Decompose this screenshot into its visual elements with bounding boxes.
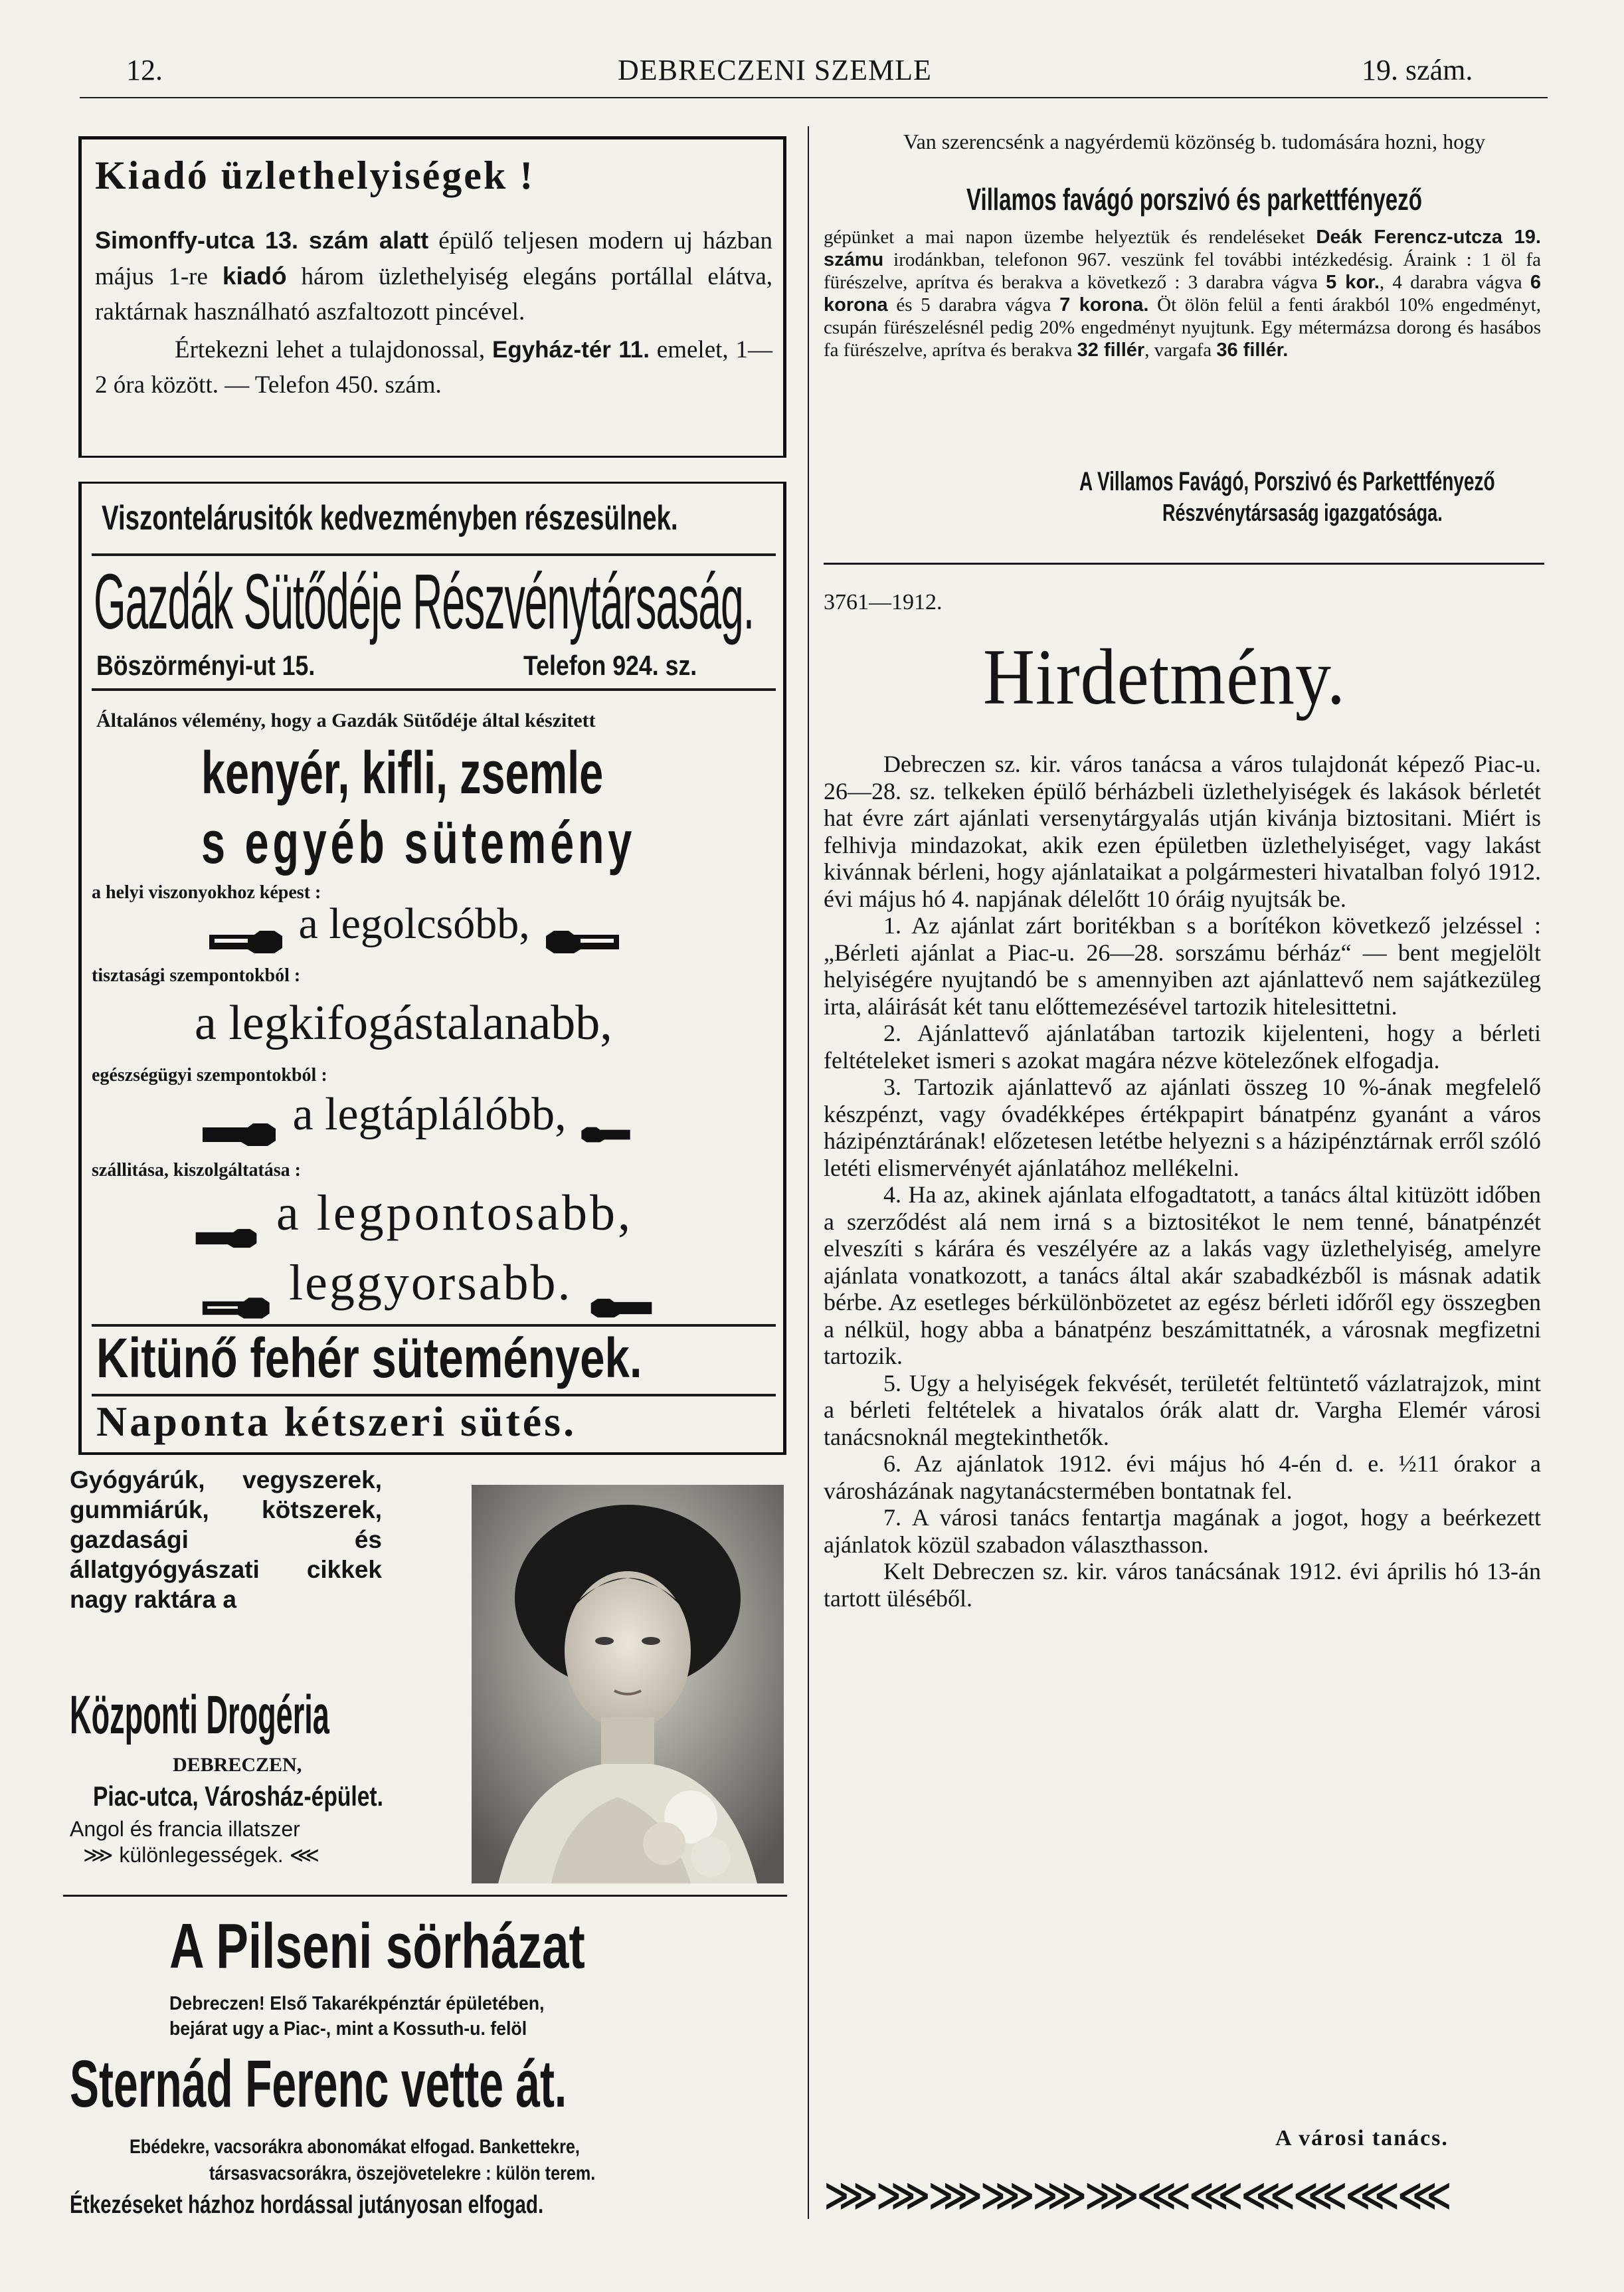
ad-sawmill-text-3: , 4 darabra vágva xyxy=(1379,272,1530,293)
ad-sawmill-price-5: 5 kor. xyxy=(1326,272,1380,293)
ad-pilsen-line-2: bejárat ugy a Piac-, mint a Kossuth-u. felöl xyxy=(169,2018,527,2040)
ad-drugstore-address: Piac-utca, Városház-épület. xyxy=(93,1780,383,1812)
ad-sawmill-signature-2: Részvénytársaság igazgatósága. xyxy=(1162,499,1443,526)
ad-bakery-claim-3-row xyxy=(201,1088,631,1141)
notice-paragraph-5: 5. Ugy a helyiségek fekvését, területét feltüntető vázlatrajzok, mint a bérleti feltételek a hivatalos órák alatt dr. Vargha Elemér városi tanácsnoknál megtekinthetők. xyxy=(824,1369,1541,1450)
ad-bakery-address: Böszörményi-ut 15. xyxy=(96,650,316,681)
page-number: 12. xyxy=(126,54,163,86)
pointing-hand-icon xyxy=(195,1206,261,1231)
ad-pilsen-title: A Pilseni sörházat xyxy=(169,1911,585,1982)
ad-bakery-label-3: egészségügyi szempontokból : xyxy=(92,1065,327,1086)
ad-sawmill-text-1: gépünket a mai napon üzembe helyeztük és rendeléseket xyxy=(824,227,1316,248)
ad-rental-street: Simonffy-utca 13. szám alatt xyxy=(95,227,429,254)
pointing-hand-icon xyxy=(586,1276,653,1301)
ad-rental-address: Egyház-tér 11. xyxy=(492,337,650,363)
page-header xyxy=(80,53,1514,93)
ad-drugstore-city: DEBRECZEN, xyxy=(173,1754,302,1776)
ad-sawmill-text-4: és 5 darabra vágva xyxy=(887,294,1060,316)
ad-sawmill-name: Villamos favágó porszivó és parkettfényező xyxy=(966,182,1422,217)
ad-drugstore-specialties-row xyxy=(83,1842,319,1867)
ad-bakery-claim-2: a legkifogástalanabb, xyxy=(195,996,612,1050)
ad-bakery-product-2: s egyéb sütemény xyxy=(201,810,636,876)
ad-pilsen-line-1: Debreczen! Első Takarékpénztár épületében, xyxy=(169,1993,545,2014)
ad-bakery-claim-3: a legtáplálóbb, xyxy=(292,1089,567,1140)
ad-sawmill-address: Deák Ferencz-utcza 19. számu xyxy=(824,227,1541,270)
ad-drugstore-name: Központi Drogéria xyxy=(70,1685,329,1745)
drugstore-bottom-rule xyxy=(63,1895,787,1897)
ad-pilsen xyxy=(63,1900,787,2219)
ad-drugstore-specialties: Angol és francia illatszer xyxy=(70,1817,300,1841)
journal-title: DEBRECZENI SZEMLE xyxy=(618,54,932,86)
ad-bakery-label-4: szállitása, kiszolgáltatása : xyxy=(92,1160,301,1181)
ad-sawmill-price-7: 7 korona. xyxy=(1059,294,1149,316)
notice-reference: 3761—1912. xyxy=(824,590,943,615)
ad-bakery-rule-1 xyxy=(92,553,776,556)
notice-paragraph-6: 6. Az ajánlatok 1912. évi május hó 4-én d. e. ½11 órakor a városházának nagytanácstermében bontatnak fel. xyxy=(824,1450,1541,1504)
ad-drugstore-deco-left: ⋙ xyxy=(83,1843,114,1867)
ad-drugstore-specialties-2: különlegességek. xyxy=(119,1843,284,1867)
portrait-photo xyxy=(472,1485,784,1883)
ad-drugstore-text: Gyógyárúk, vegyszerek, gummiárúk, kötszerek, gazdasági és állatgyógyászati cikkek nagy raktára a xyxy=(70,1466,382,1613)
notice-paragraph-intro: Debreczen sz. kir. város tanácsa a város tulajdonát képező Piac-u. 26—28. sz. telkeken épülő bérházbeli üzlethelyiségek és lakások bérletét hat évre zárt ajánlati versenytárgyalás utján kivánja biztositani. Miért is felhivja mindazokat, akik ezen épületben üzlethelyiséget, vagy lakást kivánnak bérleni, hogy ajánlataikat a polgármesteri hivatalban folyó 1912. évi május hó 4. napjának délelőtt 10 óráig nyujtsák be. xyxy=(824,751,1541,912)
column-separator xyxy=(808,126,809,2219)
ad-bakery-label-2: tisztasági szempontokból : xyxy=(92,965,301,986)
notice-paragraph-2: 2. Ajánlattevő ajánlatában tartozik kijelenteni, hogy a bérleti feltételeket ismeri s azokat magára nézve kötelezőnek elfogadja. xyxy=(824,1020,1541,1074)
ad-rental-text-4: emelet, 1—2 óra között. — Telefon 450. szám. xyxy=(95,336,772,399)
ad-sawmill-text-2: irodánkban, telefonon 967. veszünk fel további intézkedésig. Áraink : 1 öl fa fürészelve, aprítva és berakva a következő : 3 darabra vágva xyxy=(824,249,1541,293)
ad-bakery-claim-4-row xyxy=(195,1185,633,1242)
ad-bakery-claim-4: a legpontosabb, xyxy=(276,1185,634,1241)
ad-rental-text-1: épülő teljesen modern uj házban május 1-re xyxy=(95,227,772,290)
issue-number: 19. szám. xyxy=(1362,54,1473,86)
ad-rental-kiado: kiadó xyxy=(222,262,287,290)
notice-signature: A városi tanács. xyxy=(1275,2126,1449,2150)
notice-footer-ornament: ⋙⋙⋙⋙⋙⋙⋘⋘⋘⋘⋘⋘ xyxy=(824,2172,1449,2218)
ad-rental-title: Kiadó üzlethelyiségek ! xyxy=(95,153,535,197)
notice-paragraph-8: Kelt Debreczen sz. kir. város tanácsának 1912. évi április hó 13-án tartott üléséből. xyxy=(824,1558,1541,1612)
header-rule xyxy=(80,97,1548,98)
ad-pilsen-line-3: Ebédekre, vacsorákra abonomákat elfogad. Bankettekre, xyxy=(130,2136,580,2158)
ad-bakery-resellers: Viszontelárusitók kedvezményben részesülnek. xyxy=(102,499,678,537)
ad-sawmill-intro: Van szerencsénk a nagyérdemü közönség b. tudomására hozni, hogy xyxy=(903,130,1486,153)
woman-portrait-illustration xyxy=(472,1485,784,1883)
ad-bakery-slogan-1: Kitünő fehér sütemények. xyxy=(96,1327,642,1389)
ad-sawmill-signature-1: A Villamos Favágó, Porszivó és Parkettfényező xyxy=(1079,467,1495,496)
ad-rental-box xyxy=(78,136,786,458)
ad-bakery-phone: Telefon 924. sz. xyxy=(523,650,697,681)
pointing-hand-icon xyxy=(578,1106,631,1131)
ad-bakery-box xyxy=(78,482,786,1455)
ad-sawmill-price-32: 32 fillér xyxy=(1077,339,1145,361)
notice-body xyxy=(824,751,1541,1612)
ad-rental-paragraph-2 xyxy=(95,332,772,403)
ad-bakery-slogan-2: Naponta kétszeri sütés. xyxy=(96,1398,577,1445)
notice-paragraph-3: 3. Tartozik ajánlattevő az ajánlati összeg 10 %-ának megfelelő készpénzt, vagy óvadékképes értékpapirt bánatpénz gyanánt a város házipénztárának! előzetesen letétbe helyezni s a házipénztárnak erről szóló letéti elismervényét ajánlatához mellékelni. xyxy=(824,1074,1541,1181)
ad-bakery-claim-1: a legolcsóbb, xyxy=(298,900,530,948)
ad-bakery-intro: Általános vélemény, hogy a Gazdák Sütődéje által készitett xyxy=(96,710,596,731)
ad-sawmill-price-36: 36 fillér. xyxy=(1216,339,1289,361)
sawmill-bottom-rule xyxy=(824,563,1544,565)
ad-sawmill-text-6: , vargafa xyxy=(1144,339,1217,361)
pointing-hand-icon xyxy=(201,1276,274,1301)
notice-paragraph-1: 1. Az ajánlat zárt boritékban s a borítékon következő jelzéssel : „Bérleti ajánlat a Piac-u. 26—28. sorszámu bérház“ — bent megjelölt helyiségére nyujtandó be s amennyiben azt ajánlattevő nem sajátkezüleg irta, aláirását két tanu előttemezésével tartozik hitelesittetni. xyxy=(824,912,1541,1020)
ad-rental-text-3: Értekezni lehet a tulajdonossal, xyxy=(175,336,492,363)
notice xyxy=(824,578,1544,2219)
notice-paragraph-7: 7. A városi tanács fentartja magának a jogot, hogy a beérkezett ajánlatok közül szabadon választhasson. xyxy=(824,1504,1541,1558)
ad-rental-paragraph-1 xyxy=(95,223,772,330)
pointing-hand-icon xyxy=(208,915,288,941)
ad-bakery-name: Gazdák Sütődéje Részvénytársaság. xyxy=(94,558,755,646)
ad-bakery-claim-5: leggyorsabb. xyxy=(289,1255,573,1311)
pointing-hand-icon xyxy=(541,915,620,941)
pointing-hand-icon xyxy=(201,1106,281,1131)
ad-sawmill-body xyxy=(824,226,1541,361)
ad-rental-text-2: három üzlethelyiség elegáns portállal elátva, raktárnak használható aszfaltozott pincével. xyxy=(95,263,772,326)
ad-rental-body xyxy=(95,223,772,403)
ad-drugstore-deco-right: ⋘ xyxy=(289,1843,320,1867)
ad-bakery-rule-2 xyxy=(92,688,776,691)
ad-pilsen-line-4: társasvacsorákra, öszejövetelekre : külön terem. xyxy=(209,2162,596,2184)
ad-sawmill-price-6: 6 korona xyxy=(824,272,1541,316)
notice-title: Hirdetmény. xyxy=(983,632,1346,721)
ad-bakery-claim-5-row xyxy=(201,1254,653,1312)
ad-pilsen-owner: Sternád Ferenc vette át. xyxy=(70,2047,567,2121)
ad-bakery-label-1: a helyi viszonyokhoz képest : xyxy=(92,882,321,903)
ad-sawmill-text-5: Öt ölön felül a fenti árakból 10% engedményt, csupán fürészelésnél pedig 20% engedményt nyujtunk. Egy métermázsa dorong és hasábos fa fürészelve, aprítva és berakva xyxy=(824,294,1541,361)
ad-sawmill xyxy=(824,130,1544,555)
ad-drugstore xyxy=(63,1458,787,1890)
ad-bakery-claim-1-row xyxy=(208,899,620,949)
notice-paragraph-4: 4. Ha az, akinek ajánlata elfogadtatott, a tanács által kitüzött időben a szerződést alá nem irná s a biztositékot le nem tenné, bánatpénzét elveszíti s kárára és veszélyére az a lakás vagy üzlethelyiség, amelyre ajánlata vonatkozott, a tanács által akár szabadkézből is másnak adatik bérbe. Az esetleges bérkülönbözetet az egész bérleti időről egy összegben a nélkül, hogy abba a bánatpénz beszámittatnék, a városnak megfizetni tartozik. xyxy=(824,1181,1541,1369)
ad-pilsen-line-5: Étkezéseket házhoz hordással jutányosan elfogad. xyxy=(70,2191,544,2219)
ad-bakery-rule-4 xyxy=(92,1394,776,1396)
ad-bakery-product-1: kenyér, kifli, zsemle xyxy=(201,740,604,807)
